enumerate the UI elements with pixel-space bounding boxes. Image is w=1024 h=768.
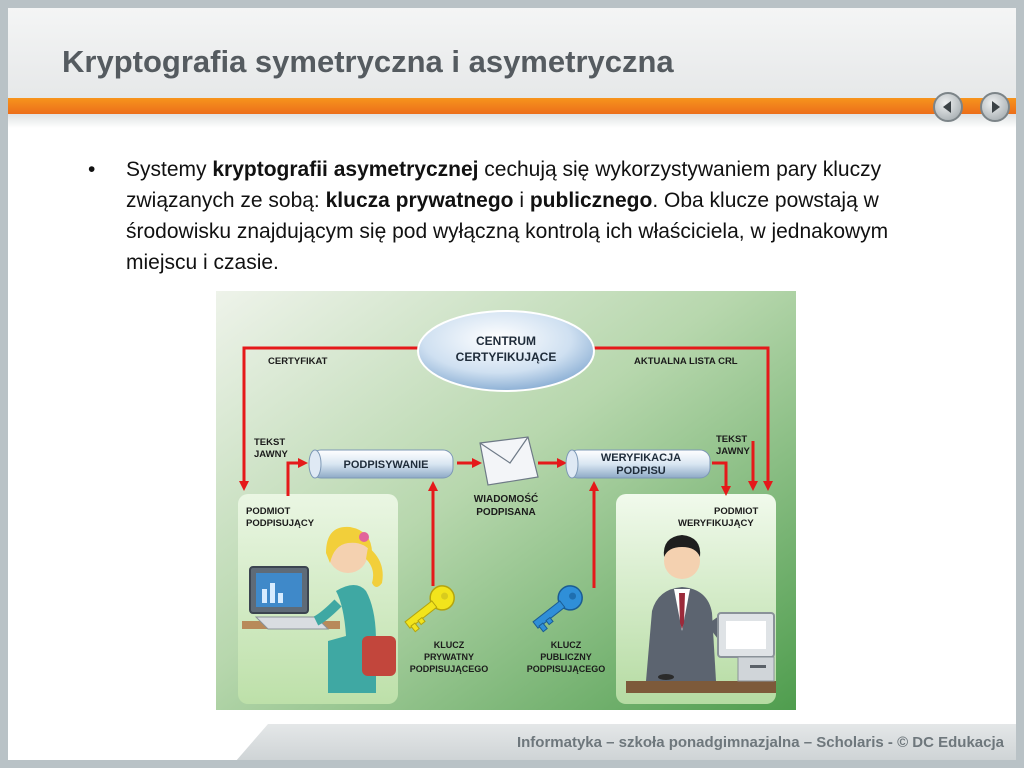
- public-key-label-3: PODPISUJĄCEGO: [526, 664, 606, 674]
- signer-label-1: PODMIOT: [246, 506, 291, 517]
- certificate-label: CERTYFIKAT: [268, 356, 328, 367]
- footer-credits: Informatyka – szkoła ponadgimnazjalna – Scholaris - © DC Edukacja: [516, 734, 1004, 751]
- signer-label-2: PODPISUJĄCY: [246, 518, 315, 529]
- private-key-label-1: KLUCZ: [433, 640, 465, 650]
- verifier-label-1: PODMIOT: [714, 506, 759, 517]
- signing-pipe: [309, 450, 453, 478]
- private-key-label-3: PODPISUJĄCEGO: [409, 664, 489, 674]
- signing-pipe-end: [309, 450, 321, 478]
- verification-pipe: [566, 450, 710, 478]
- signed-message-label-1: WIADOMOŚĆ: [473, 494, 539, 505]
- crl-label: AKTUALNA LISTA CRL: [634, 356, 738, 367]
- footer-accent: [8, 724, 268, 760]
- signature-diagram: [216, 291, 796, 710]
- text-segment: . Oba klucze powstają w środowisku znajdującym się pod wyłączną kontrolą ich właściciela, w jednakowym miejscu i czasie.: [126, 189, 889, 274]
- public-key-label-2: PUBLICZNY: [540, 652, 592, 662]
- arrow-right-icon: [982, 94, 1008, 120]
- centrum-label-1: CENTRUM: [476, 334, 536, 348]
- bold-term-public: publicznego: [529, 189, 653, 212]
- prev-slide-button[interactable]: [933, 92, 963, 122]
- verifier-label-2: WERYFIKUJĄCY: [678, 518, 754, 529]
- verification-label-1: WERYFIKACJA: [600, 452, 682, 464]
- signing-label: PODPISYWANIE: [343, 459, 429, 471]
- signed-message-label-2: PODPISANA: [476, 507, 536, 518]
- bullet-marker: •: [88, 158, 96, 181]
- header-shadow: [8, 114, 1016, 128]
- text-segment: cechują się wykorzystywaniem pary kluczy związanych ze sobą:: [126, 158, 882, 212]
- text-segment: i: [513, 189, 530, 212]
- next-slide-button[interactable]: [980, 92, 1010, 122]
- slide: [8, 8, 1016, 760]
- plaintext-right-label-1: TEKST: [716, 434, 748, 445]
- private-key-label-2: PRYWATNY: [423, 652, 475, 662]
- verification-label-2: PODPISU: [616, 465, 666, 477]
- paragraph-text: [126, 154, 926, 278]
- public-key-label-1: KLUCZ: [550, 640, 582, 650]
- bold-term-private-key: klucza prywatnego: [325, 189, 514, 212]
- envelope-icon: [480, 437, 538, 485]
- page-title: Kryptografia symetryczna i asymetryczna: [62, 44, 674, 79]
- text-segment: Systemy: [126, 158, 213, 181]
- orange-divider: [8, 98, 1016, 114]
- bold-term-asymmetric: kryptografii asymetrycznej: [212, 158, 479, 181]
- verification-pipe-end: [566, 450, 578, 478]
- plaintext-left-label-1: TEKST: [254, 437, 286, 448]
- centrum-label-2: CERTYFIKUJĄCE: [455, 350, 557, 364]
- arrow-left-icon: [935, 94, 961, 120]
- plaintext-right-label-2: JAWNY: [716, 446, 750, 457]
- plaintext-left-label-2: JAWNY: [254, 449, 288, 460]
